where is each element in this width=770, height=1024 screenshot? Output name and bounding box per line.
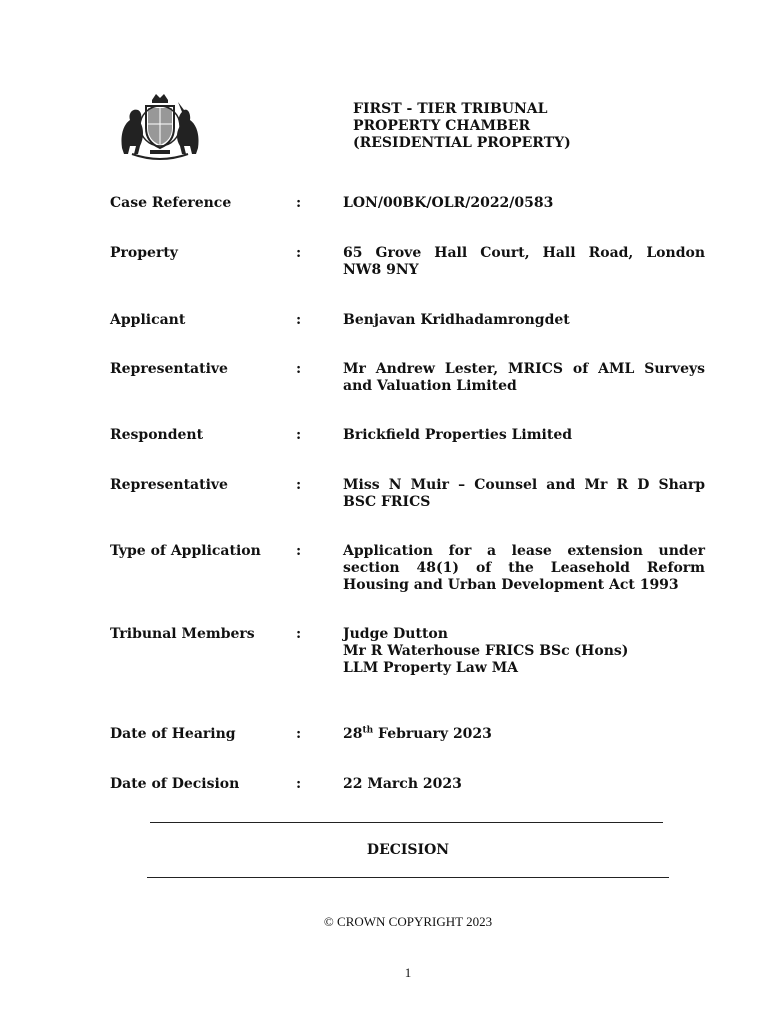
- applicant-representative-line-1: Mr Andrew Lester, MRICS of AML Surveys: [343, 361, 705, 377]
- hearing-date-label: Date of Hearing: [110, 726, 236, 742]
- separator: :: [296, 477, 302, 493]
- tribunal-heading-line-2: PROPERTY CHAMBER: [353, 118, 531, 134]
- applicant-representative-line-2: and Valuation Limited: [343, 378, 517, 394]
- decision-date-value: 22 March 2023: [343, 776, 462, 792]
- page-number: 1: [404, 965, 412, 980]
- tribunal-heading: [353, 101, 571, 152]
- crown-copyright: © CROWN COPYRIGHT 2023: [323, 914, 493, 929]
- applicant-label: Applicant: [110, 312, 186, 328]
- tribunal-member-1: Judge Dutton: [343, 626, 448, 642]
- applicant-representative-value: [343, 361, 705, 395]
- tribunal-members-value: [343, 626, 705, 677]
- property-line-2: NW8 9NY: [343, 262, 419, 278]
- respondent-representative-label: Representative: [110, 477, 228, 493]
- applicant-value: Benjavan Kridhadamrongdet: [343, 312, 570, 328]
- tribunal-heading-line-1: FIRST - TIER TRIBUNAL: [353, 101, 548, 117]
- tribunal-heading-line-3: (RESIDENTIAL PROPERTY): [353, 135, 571, 151]
- decision-heading: DECISION: [366, 842, 450, 858]
- separator: :: [296, 195, 302, 211]
- royal-coat-of-arms-logo: [112, 90, 208, 162]
- separator: :: [296, 626, 302, 642]
- decision-date-label: Date of Decision: [110, 776, 240, 792]
- tribunal-members-label: Tribunal Members: [110, 626, 255, 642]
- property-label: Property: [110, 245, 178, 261]
- separator: :: [296, 427, 302, 443]
- property-line-1: 65 Grove Hall Court, Hall Road, London: [343, 245, 705, 261]
- application-type-value: [343, 543, 705, 594]
- applicant-representative-label: Representative: [110, 361, 228, 377]
- divider-bottom: [147, 877, 669, 878]
- hearing-date-value: [343, 726, 705, 743]
- application-type-line-2: section 48(1) of the Leasehold Reform: [343, 560, 705, 576]
- respondent-label: Respondent: [110, 427, 204, 443]
- respondent-value: Brickfield Properties Limited: [343, 427, 573, 443]
- hearing-date-ordinal: th: [362, 725, 374, 736]
- respondent-representative-line-1: Miss N Muir – Counsel and Mr R D Sharp: [343, 477, 705, 493]
- property-value: [343, 245, 705, 279]
- tribunal-member-2: Mr R Waterhouse FRICS BSc (Hons): [343, 643, 629, 659]
- separator: :: [296, 245, 302, 261]
- separator: :: [296, 312, 302, 328]
- separator: :: [296, 726, 302, 742]
- separator: :: [296, 776, 302, 792]
- separator: :: [296, 543, 302, 559]
- application-type-line-1: Application for a lease extension under: [343, 543, 705, 559]
- tribunal-member-2-qualifications: LLM Property Law MA: [343, 660, 519, 676]
- hearing-date-month-year: February 2023: [373, 726, 492, 742]
- respondent-representative-value: [343, 477, 705, 511]
- case-reference-value: LON/00BK/OLR/2022/0583: [343, 195, 554, 211]
- respondent-representative-line-2: BSC FRICS: [343, 494, 431, 510]
- divider-top: [150, 822, 663, 823]
- hearing-date-day: 28: [343, 726, 363, 742]
- application-type-label: Type of Application: [110, 543, 261, 559]
- separator: :: [296, 361, 302, 377]
- case-reference-label: Case Reference: [110, 195, 232, 211]
- application-type-line-3: Housing and Urban Development Act 1993: [343, 577, 679, 593]
